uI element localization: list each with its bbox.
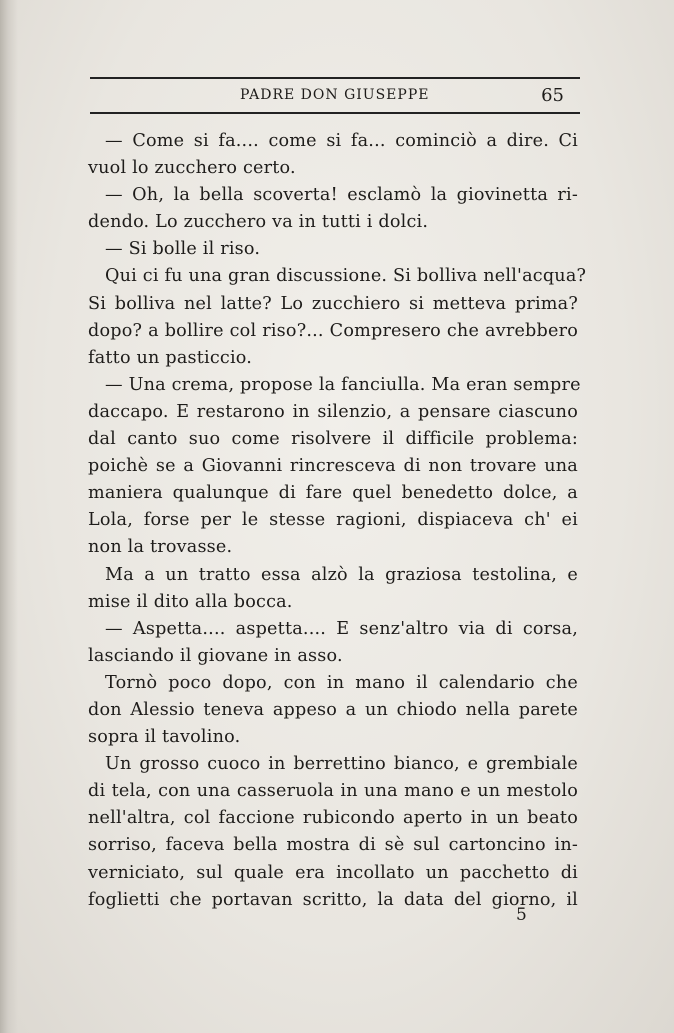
text-line: mise il dito alla bocca.: [88, 591, 293, 612]
text-line: — Una crema, propose la fanciulla. Ma eran sempre: [105, 374, 581, 395]
text-line: — Oh, la bella scoverta! esclamò la giovinetta ri-: [105, 185, 578, 206]
text-line: — Come si fa.... come si fa... cominciò a dire. Ci: [105, 131, 578, 151]
text-line: non la trovasse.: [88, 537, 233, 558]
text-line: sorriso, faceva bella mostra di sè sul cartoncino in-: [88, 835, 578, 856]
text-line: foglietti che portavan scritto, la data del giorno, il: [88, 889, 578, 910]
header-rule-top: [90, 77, 580, 79]
text-line: Lola, forse per le stesse ragioni, dispiaceva ch' ei: [88, 510, 578, 531]
text-line: daccapo. E restarono in silenzio, a pensare ciascuno: [88, 401, 578, 422]
text-line: Un grosso cuoco in berrettino bianco, e grembiale: [105, 754, 578, 775]
text-line: maniera qualunque di fare quel benedetto dolce, a: [88, 483, 578, 504]
text-line: nell'altra, col faccione rubicondo aperto in un beato: [88, 808, 578, 829]
text-line: — Si bolle il riso.: [105, 239, 261, 260]
text-line: — Aspetta.... aspetta.... E senz'altro via di corsa,: [105, 618, 578, 639]
page-gutter-shadow: [0, 0, 18, 1033]
text-line: poichè se a Giovanni rincresceva di non trovare una: [88, 456, 578, 477]
text-line: don Alessio teneva appeso a un chiodo nella parete: [88, 699, 578, 720]
text-line: Si bolliva nel latte? Lo zucchiero si metteva prima?: [88, 293, 578, 314]
text-line: Tornò poco dopo, con in mano il calendario che: [105, 672, 578, 693]
text-line: dal canto suo come risolvere il difficile problema:: [88, 429, 578, 450]
text-line: vuol lo zucchero certo.: [88, 158, 296, 179]
text-line: di tela, con una casseruola in una mano e un mestolo: [88, 781, 578, 802]
running-header: [90, 86, 576, 110]
body-text: [88, 128, 587, 914]
text-line: dopo? a bollire col riso?... Compresero che avrebbero: [88, 320, 578, 341]
text-line: fatto un pasticcio.: [88, 347, 253, 368]
page-number: 65: [541, 85, 564, 106]
text-line: Qui ci fu una gran discussione. Si bolliva nell'acqua?: [105, 266, 587, 287]
text-line: lasciando il giovane in asso.: [88, 645, 343, 666]
text-line: dendo. Lo zucchero va in tutti i dolci.: [88, 212, 429, 233]
header-rule-bottom: [90, 112, 580, 114]
running-title: PADRE DON GIUSEPPE: [240, 87, 430, 103]
text-line: Ma a un tratto essa alzò la graziosa testolina, e: [105, 564, 578, 585]
text-line: sopra il tavolino.: [88, 727, 241, 748]
text-line: verniciato, sul quale era incollato un pacchetto di: [88, 862, 578, 883]
printer-signature-mark: 5: [516, 905, 527, 925]
